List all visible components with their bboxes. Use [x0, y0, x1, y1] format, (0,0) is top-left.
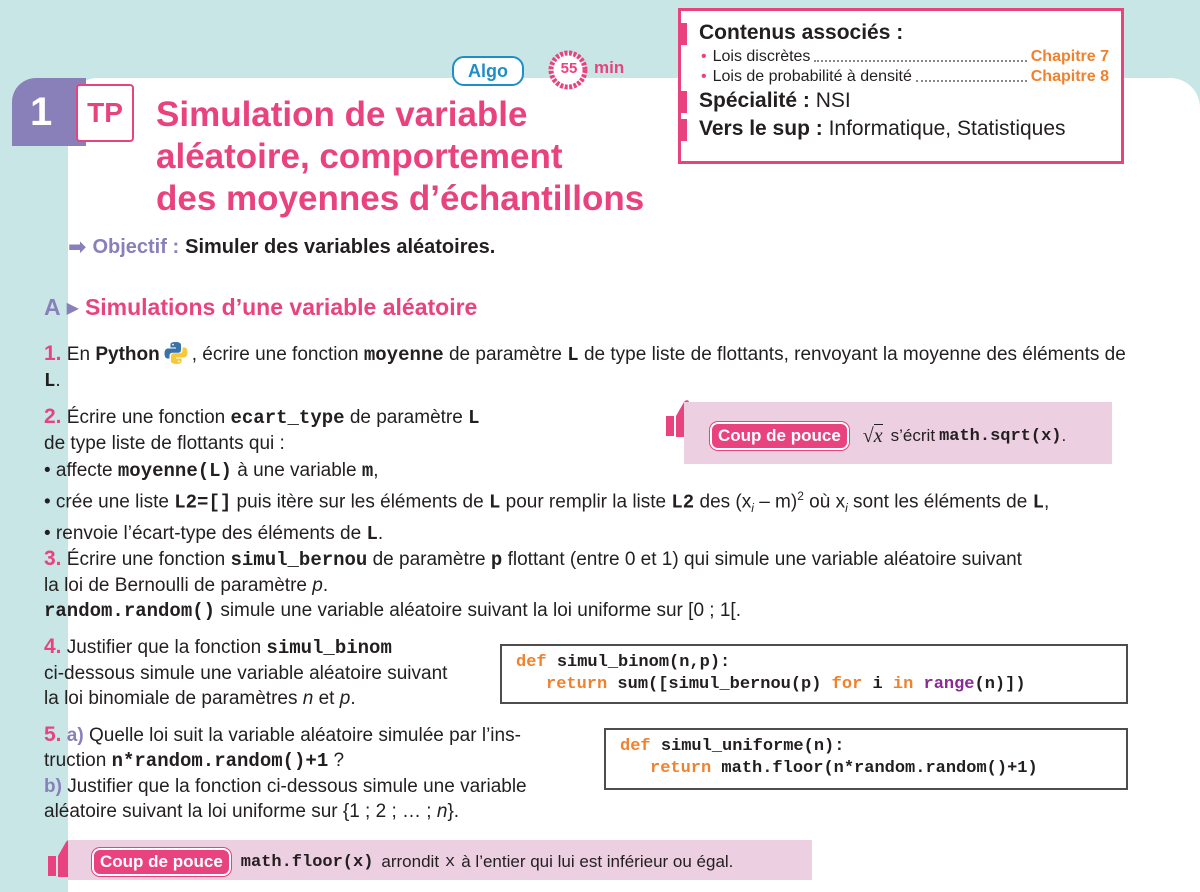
- title-line-1: Simulation de variable: [156, 95, 528, 134]
- q4-text: p: [339, 688, 351, 709]
- specialite-label: Spécialité :: [699, 89, 810, 112]
- bullet-text: pour remplir la liste: [505, 491, 667, 513]
- bullet-item: [44, 484, 1184, 521]
- question-3: [44, 546, 1164, 624]
- code-inline: L: [468, 407, 480, 429]
- code-builtin: range: [923, 675, 975, 694]
- objectif-label: Objectif :: [92, 235, 180, 258]
- code-line: [620, 758, 1112, 780]
- timer-unit: min: [594, 58, 625, 77]
- arrow-right-icon: ➡: [68, 234, 87, 259]
- q1-text: de type liste de flottants, renvoyant la moyenne des: [583, 344, 1018, 365]
- question-1: [44, 340, 1144, 394]
- question-2-intro: [44, 404, 604, 456]
- bullet-text: • renvoie l’écart-type des éléments de: [44, 523, 362, 545]
- code-inline: moyenne(L): [117, 460, 232, 482]
- python-logo-icon: [163, 340, 189, 366]
- code-text: simul_binom(n,p):: [556, 653, 731, 672]
- q3-text: p: [312, 575, 323, 596]
- q4-text: Justifier que la fonction: [66, 637, 262, 658]
- subscript: i: [845, 501, 848, 516]
- q4-text: la loi binomiale de paramètres: [44, 688, 298, 709]
- q1-text: de paramètre: [448, 344, 562, 365]
- q3-text: flottant (entre 0 et 1) qui simule une variable aléatoire suivant: [507, 549, 1022, 570]
- bullet-text: • affecte: [44, 460, 113, 481]
- pouce-text: s’écrit: [890, 426, 936, 445]
- bullet-text: à une variable: [237, 460, 357, 481]
- q1-text: En: [66, 344, 91, 365]
- code-keyword: return: [650, 759, 712, 778]
- q5-text: n: [436, 801, 448, 822]
- timer-value: 55: [560, 60, 578, 77]
- code-line: [620, 736, 1112, 758]
- q1-text: , écrire une fonction: [191, 344, 359, 365]
- chapter-link[interactable]: Chapitre 7: [1030, 48, 1109, 65]
- code-inline: n*random.random()+1: [111, 750, 329, 772]
- q3-text: Écrire une fonction: [66, 549, 226, 570]
- bullet-text: puis itère sur les éléments de: [236, 491, 484, 513]
- info-box: [678, 8, 1124, 164]
- code-inline: m: [361, 460, 374, 482]
- section-title: Simulations d’une variable aléatoire: [84, 294, 478, 320]
- code-inline: L2=[]: [174, 491, 232, 514]
- code-text: math.floor(n*random.random()+1): [721, 759, 1038, 778]
- question-number: 3.: [44, 547, 62, 570]
- code-inline: random.random(): [44, 600, 216, 622]
- bullet-item: [44, 521, 1184, 547]
- specialite-row: [695, 87, 1109, 115]
- q4-text: ci-dessous simule une variable aléatoire suivant: [44, 663, 448, 684]
- q4-text: n: [302, 688, 314, 709]
- superscript: 2: [797, 489, 804, 503]
- leader-dots: [814, 47, 1026, 62]
- q3-text: .: [322, 575, 329, 596]
- contenu-label: Lois de probabilité à densité: [712, 68, 912, 85]
- code-line: [516, 674, 1112, 696]
- bullet-text: • crée une liste: [44, 491, 169, 513]
- code-inline: ecart_type: [230, 407, 345, 429]
- specialite-value: NSI: [815, 89, 851, 112]
- bullet-text: .: [377, 523, 384, 545]
- q5-text: truction: [44, 750, 107, 771]
- sqrt-icon: √x: [862, 424, 883, 447]
- sub-question-letter: a): [66, 725, 84, 746]
- code-inline: L: [44, 370, 56, 392]
- code-text: i: [872, 675, 883, 694]
- contenu-label: Lois discrètes: [712, 48, 811, 65]
- code-inline: L: [366, 523, 378, 546]
- section-heading: [44, 294, 477, 321]
- sup-row: [695, 115, 1109, 143]
- code-keyword: def: [620, 737, 651, 756]
- subscript: i: [751, 501, 754, 516]
- q5-text: ?: [333, 750, 345, 771]
- tp-number: 1: [12, 78, 86, 146]
- objectif: [68, 234, 495, 260]
- coup-de-pouce-box: [68, 840, 812, 880]
- tp-badge: TP: [76, 84, 134, 142]
- pouce-text: à l’entier qui lui est inférieur ou égal.: [461, 852, 734, 871]
- contenus-heading: Contenus associés :: [695, 19, 1109, 47]
- question-number: 5.: [44, 723, 62, 746]
- code-text: simul_uniforme(n):: [660, 737, 845, 756]
- code-inline: L2: [671, 491, 695, 514]
- bullet-text: ,: [1044, 491, 1050, 513]
- code-inline: math.floor(x): [240, 852, 374, 872]
- chapter-link[interactable]: Chapitre 8: [1030, 68, 1109, 85]
- contenu-row: [695, 67, 1109, 87]
- code-inline: math.sqrt(x): [939, 426, 1062, 446]
- objectif-text: Simuler des variables aléatoires.: [185, 235, 496, 258]
- pouce-text: .: [1061, 426, 1067, 445]
- leader-dots: [916, 67, 1027, 82]
- code-keyword: return: [546, 675, 608, 694]
- page-title: [156, 94, 696, 220]
- bullet-text: sont les éléments de: [853, 491, 1028, 513]
- question-number: 4.: [44, 635, 62, 658]
- code-inline: moyenne: [363, 344, 444, 366]
- title-line-2: aléatoire, comportement: [156, 137, 563, 176]
- q4-text: .: [350, 688, 356, 709]
- contenu-row: [695, 47, 1109, 67]
- coup-de-pouce-label: Coup de pouce: [710, 422, 849, 450]
- code-inline: L: [567, 344, 579, 366]
- sup-label: Vers le sup :: [699, 117, 823, 140]
- q1-text: éléments de: [1022, 344, 1126, 365]
- sub-question-letter: b): [44, 776, 62, 797]
- code-text: sum([simul_bernou(p): [617, 675, 822, 694]
- question-5: [44, 722, 604, 824]
- code-inline: L: [1032, 491, 1044, 514]
- code-inline: p: [490, 549, 503, 571]
- code-line: [516, 652, 1112, 674]
- q4-text: et: [318, 688, 335, 709]
- code-block-binom: [500, 644, 1128, 704]
- code-text: (n)]): [974, 675, 1026, 694]
- question-4: [44, 634, 494, 711]
- q3-text: simule une variable aléatoire suivant la loi uniforme sur [0 ; 1[.: [220, 600, 741, 621]
- sqrt-x: x: [873, 424, 883, 447]
- q3-text: de paramètre: [372, 549, 486, 570]
- bullet-text: où x: [803, 491, 846, 513]
- algo-tag: Algo: [452, 56, 524, 86]
- q2-text: de type liste de flottants qui :: [44, 433, 285, 454]
- q2-text: de paramètre: [349, 407, 463, 428]
- question-2-bullets: [44, 458, 1184, 547]
- question-number: 2.: [44, 405, 62, 428]
- q3-text: la loi de Bernoulli de paramètre: [44, 575, 307, 596]
- q2-text: Écrire une fonction: [66, 407, 226, 428]
- pouce-text: arrondit: [381, 852, 440, 871]
- code-inline: L: [488, 491, 501, 514]
- title-line-3: des moyennes d’échantillons: [156, 179, 645, 218]
- q5-text: Quelle loi suit la variable aléatoire simulée par l’ins-: [88, 725, 521, 746]
- bullet-text: des (x: [699, 491, 752, 513]
- code-inline: simul_bernou: [230, 549, 368, 571]
- coup-de-pouce-label: Coup de pouce: [92, 848, 231, 876]
- code-block-uniforme: [604, 728, 1128, 790]
- code-inline: x: [445, 852, 456, 872]
- bullet-text: – m): [753, 491, 798, 513]
- bullet-text: ,: [373, 460, 379, 481]
- q5-text: Justifier que la fonction ci-dessous simule une variable: [67, 776, 527, 797]
- python-label: Python: [95, 344, 160, 365]
- q1-text: .: [55, 370, 61, 391]
- bullet-icon: •: [701, 48, 707, 65]
- code-keyword: def: [516, 653, 547, 672]
- question-number: 1.: [44, 342, 62, 365]
- code-inline: simul_binom: [266, 637, 392, 659]
- section-letter: A: [44, 294, 61, 320]
- sup-value: Informatique, Statistiques: [828, 117, 1066, 140]
- coup-de-pouce-box: [684, 402, 1112, 464]
- code-keyword: for: [831, 675, 863, 694]
- code-keyword: in: [892, 675, 914, 694]
- triangle-right-icon: ▶: [66, 299, 79, 317]
- bullet-icon: •: [701, 68, 707, 85]
- q5-text: }.: [447, 801, 460, 822]
- q5-text: aléatoire suivant la loi uniforme sur {1 ; 2 ; … ;: [44, 801, 437, 822]
